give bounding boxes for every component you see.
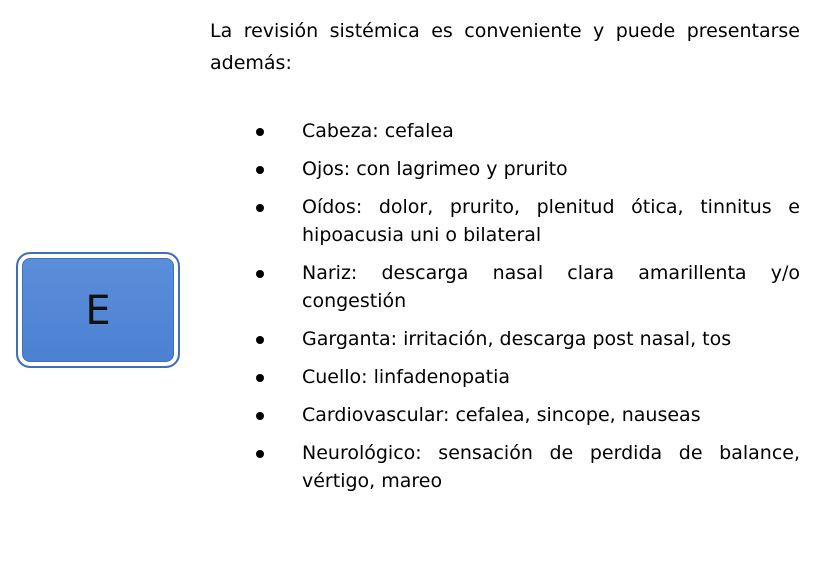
section-letter: E — [85, 288, 111, 334]
intro-paragraph: La revisión sistémica es conveniente y puede presentarse además: — [210, 20, 800, 74]
list-item-cardiovascular: Cardiovascular: cefalea, sincope, nauseas — [254, 401, 800, 429]
letter-box — [16, 252, 180, 368]
list-item-throat: Garganta: irritación, descarga post nasal, tos — [254, 325, 800, 353]
list-item-ears: Oídos: dolor, prurito, plenitud ótica, tinnitus e hipoacusia uni o bilateral — [254, 193, 800, 249]
list-item-eyes: Ojos: con lagrimeo y prurito — [254, 155, 800, 183]
list-item-neurological: Neurológico: sensación de perdida de balance, vértigo, mareo — [254, 439, 800, 495]
list-item-head: Cabeza: cefalea — [254, 117, 800, 145]
symptom-list — [254, 117, 800, 505]
list-item-neck: Cuello: linfadenopatia — [254, 363, 800, 391]
list-item-nose: Nariz: descarga nasal clara amarillenta y/o congestión — [254, 259, 800, 315]
